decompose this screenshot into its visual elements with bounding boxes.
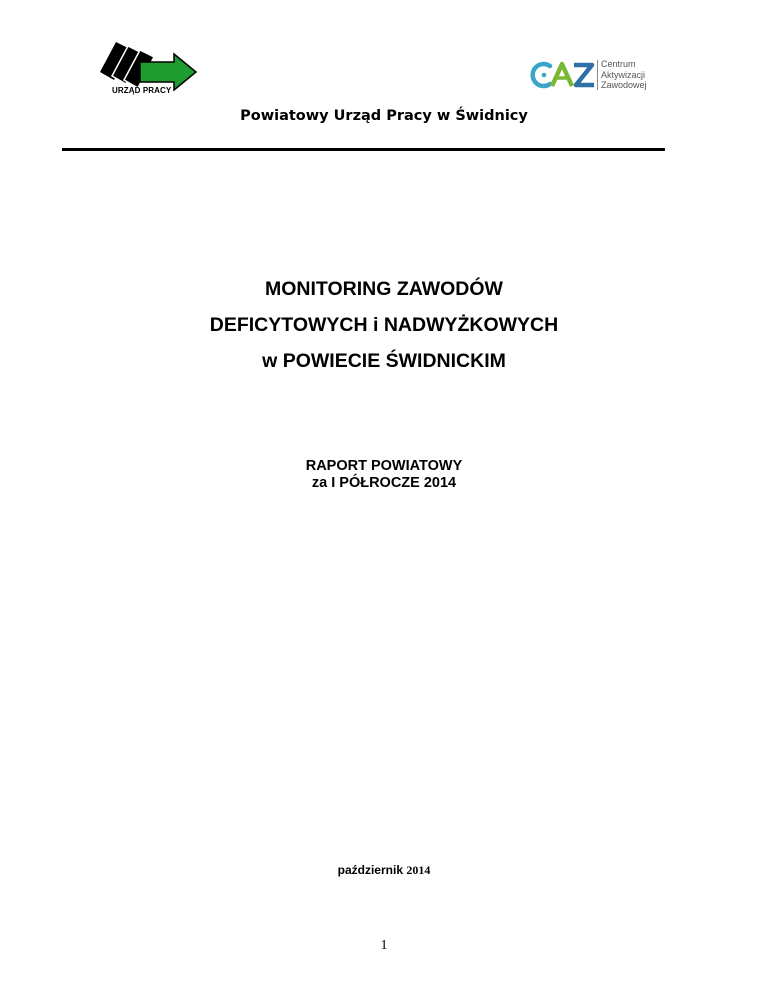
office-name: Powiatowy Urząd Pracy w Świdnicy (240, 108, 528, 124)
caz-line-2: Aktywizacji (601, 69, 646, 80)
caz-logo (530, 58, 665, 92)
caz-logo-divider (597, 60, 598, 90)
report-month: październik (337, 863, 403, 877)
title-line-1: MONITORING ZAWODÓW (265, 278, 503, 300)
caz-logo-text (601, 59, 647, 91)
title-line-2: DEFICYTOWYCH i NADWYŻKOWYCH (209, 314, 559, 336)
document-title (0, 271, 768, 379)
report-line-1: RAPORT POWIATOWY (305, 458, 463, 474)
header-divider (62, 148, 665, 151)
report-year: 2014 (406, 863, 431, 877)
title-line-3: w POWIECIE ŚWIDNICKIM (262, 350, 506, 372)
report-date (0, 863, 768, 878)
caz-line-3: Zawodowej (601, 80, 647, 90)
urzad-pracy-logo (96, 40, 200, 102)
caz-line-1: Centrum (601, 59, 636, 69)
report-subtitle (0, 458, 768, 492)
report-line-2: za I PÓŁROCZE 2014 (311, 475, 457, 491)
page-number: 1 (380, 938, 388, 953)
urzad-pracy-logo-label: URZĄD PRACY (112, 86, 172, 95)
caz-mark-icon (530, 58, 596, 92)
